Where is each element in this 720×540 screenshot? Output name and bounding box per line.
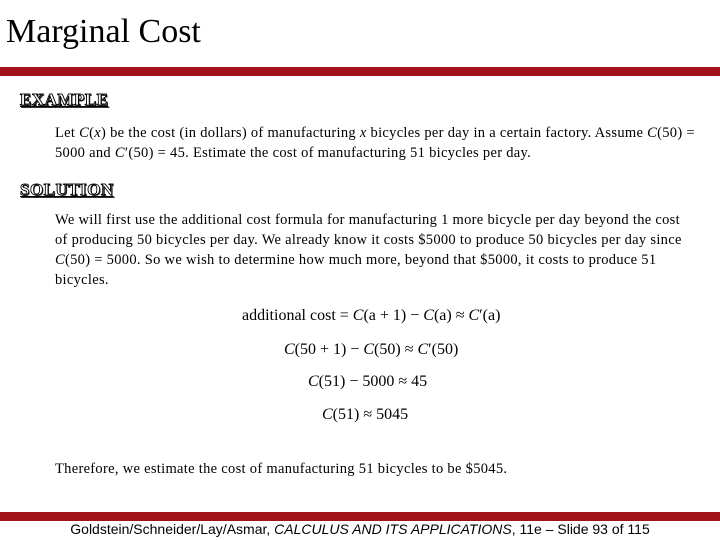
solution-paragraph: We will first use the additional cost formula for manufacturing 1 more bicycle per day beyond the cost of producing 50 bicycles per day. We already know it costs $5000 to produce 50 bicycles per day since C(50) = 5000. So we wish to determine how much more, beyond that $5000, it costs to produce 51 bicycles.: [55, 212, 682, 288]
equation-substitution: C(50 + 1) − C(50) ≈ C′(50): [284, 341, 459, 358]
solution-heading: SOLUTION: [20, 180, 114, 199]
equation-difference: C(51) − 5000 ≈ 45: [308, 373, 428, 390]
equation-result: C(51) ≈ 5045: [322, 406, 409, 423]
derivative-formula-inline: C′(50) = 45.: [114, 145, 190, 161]
slide-footer: Goldstein/Schneider/Lay/Asmar, CALCULUS AND ITS APPLICATIONS, 11e – Slide 93 of 115: [70, 521, 650, 537]
slide-title: Marginal Cost: [6, 13, 201, 50]
conclusion-paragraph: Therefore, we estimate the cost of manufacturing 51 bicycles to be $5045.: [55, 461, 508, 477]
equation-additional-cost: additional cost = C(a + 1) − C(a) ≈ C′(a): [242, 307, 501, 324]
top-divider-bar: [0, 67, 720, 76]
example-heading: EXAMPLE: [20, 90, 109, 109]
example-paragraph: Let C(x) be the cost (in dollars) of manufacturing x bicycles per day in a certain factory. Assume C(50) = 5000 and C′(50) = 45. Estimate the cost of manufacturing 51 bicycles per day.: [55, 125, 695, 161]
